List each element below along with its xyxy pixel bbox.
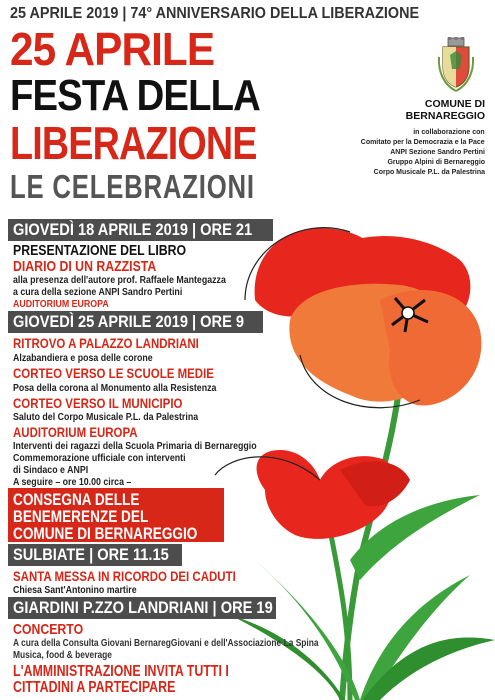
title-date: 25 APRILE bbox=[10, 23, 215, 75]
title-liberazione: LIBERAZIONE bbox=[10, 117, 257, 169]
event-desc: Commemorazione ufficiale con interventi bbox=[13, 452, 186, 464]
event-title: SANTA MESSA IN RICORDO DEI CADUTI bbox=[13, 568, 236, 584]
top-line: 25 APRILE 2019 | 74° ANNIVERSARIO DELLA LIBERAZIONE bbox=[10, 5, 420, 22]
municipal-crest-icon bbox=[436, 37, 476, 93]
event-desc: Alzabandiera e posa delle corone bbox=[13, 352, 153, 364]
event-desc: di Sindaco e ANPI bbox=[13, 464, 89, 476]
closing-line: CITTADINI A PARTECIPARE bbox=[13, 679, 176, 696]
event-title: CORTEO VERSO LE SCUOLE MEDIE bbox=[13, 365, 214, 381]
event-desc: A seguire – ore 10.00 circa – bbox=[13, 476, 132, 488]
event-desc: Chiesa Sant'Antonino martire bbox=[13, 584, 137, 596]
event-location: AUDITORIUM EUROPA bbox=[13, 298, 109, 310]
comune-name: COMUNE DI BERNAREGGIO bbox=[405, 98, 485, 122]
event-title: CONCERTO bbox=[13, 621, 84, 638]
date-bar-giardini: GIARDINI P.ZZO LANDRIANI | ORE 19 bbox=[8, 597, 276, 619]
closing-line: L'AMMINISTRAZIONE INVITA TUTTI I bbox=[13, 663, 229, 680]
consegna-box: CONSEGNA DELLE BENEMERENZE DEL COMUNE DI BERNAREGGIO bbox=[8, 488, 224, 542]
event-desc: Musica, food & beverage bbox=[13, 650, 112, 661]
title-festa: FESTA DELLA bbox=[10, 71, 260, 120]
book-title: DIARIO DI UN RAZZISTA bbox=[13, 258, 157, 275]
event-desc: A cura della Consulta Giovani BernaregGiovani e dell'Associazione La Spina bbox=[13, 638, 319, 649]
event-desc: Posa della corona al Monumento alla Resistenza bbox=[13, 382, 217, 394]
event-title: RITROVO A PALAZZO LANDRIANI bbox=[13, 335, 199, 351]
event-title: CORTEO VERSO IL MUNICIPIO bbox=[13, 395, 183, 411]
date-bar-18-april: GIOVEDÌ 18 APRILE 2019 | ORE 21 bbox=[8, 219, 273, 241]
date-bar-sulbiate: SULBIATE | ORE 11.15 bbox=[8, 544, 182, 566]
event-title: PRESENTAZIONE DEL LIBRO bbox=[13, 242, 187, 259]
poppy-leaf bbox=[230, 615, 345, 700]
event-title: AUDITORIUM EUROPA bbox=[13, 424, 138, 440]
event-desc: Saluto del Corpo Musicale P.L. da Palestrina bbox=[13, 411, 199, 423]
date-bar-25-april: GIOVEDÌ 25 APRILE 2019 | ORE 9 bbox=[8, 311, 263, 333]
title-celebrazioni: LE CELEBRAZIONI bbox=[10, 168, 255, 205]
poppy-center bbox=[402, 307, 414, 319]
collaborators: in collaborazione con Comitato per la Democrazia e la Pace ANPI Sezione Sandro Pertini Gruppo Alpini di Bernareggio Corpo Musicale P.L. da Palestrina bbox=[361, 127, 485, 176]
event-desc: alla presenza dell'autore prof. Raffaele Mantegazza bbox=[13, 274, 226, 286]
event-desc: a cura della sezione ANPI Sandro Pertini bbox=[13, 286, 183, 298]
event-desc: Interventi dei ragazzi della Scuola Primaria di Bernareggio bbox=[13, 440, 257, 452]
